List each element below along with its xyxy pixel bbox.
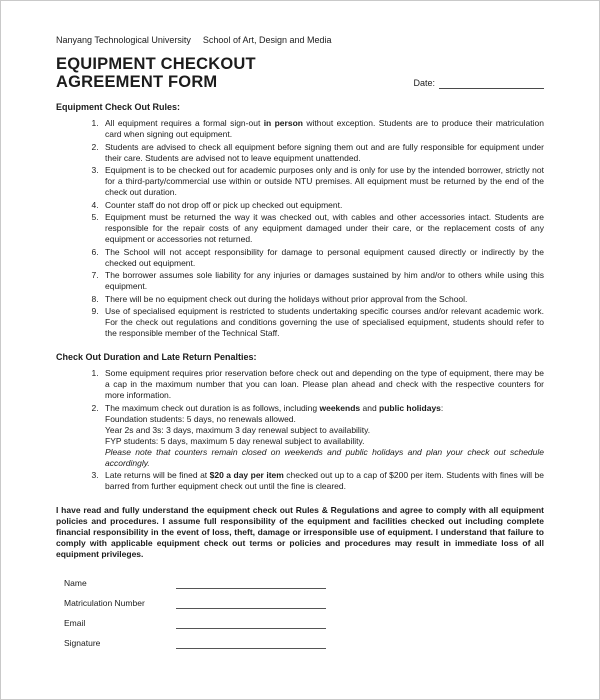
field-row-signature	[64, 638, 544, 649]
rules-heading: Equipment Check Out Rules:	[56, 102, 181, 112]
rules-list	[56, 118, 544, 339]
field-row-matriculation	[64, 598, 544, 609]
rule-item-9: 9. Use of specialised equipment is restricted to students undertaking specific courses and/or relevant academic work. For the check out regulations and conditions governing the use of specialised equipment, students should refer to the responsible member of the Technical Staff.	[101, 306, 544, 339]
rule-item-3: 3. Equipment is to be checked out for academic purposes only and is only for use by the intended borrower, strictly not for a third-party/commercial use within or outside NTU premises. All equipment must be returned by the end of the check out duration.	[101, 165, 544, 198]
rule-item-4: 4. Counter staff do not drop off or pick up checked out equipment.	[101, 200, 544, 211]
form-title	[56, 55, 256, 91]
duration-item-1: 1. Some equipment requires prior reservation before check out and depending on the type of equipment, there may be a cap in the maximum number that you can loan. Please plan ahead and check with the respective counters for more information.	[101, 368, 544, 401]
agreement-statement: I have read and fully understand the equipment check out Rules & Regulations and agree to comply with all equipment policies and procedures. I assume full responsibility of the equipment and facilities checked out including complete financial responsibility in the event of loss, theft, damage or irresponsible use of equipment. I understand that failure to comply with applicable equipment check out terms or policies and procedures may result in immediate loss of all equipment privileges.	[56, 505, 544, 559]
field-row-name	[64, 578, 544, 589]
rule-item-2: 2. Students are advised to check all equipment before signing them out and are fully responsible for equipment under their care. Students are advised not to leave equipment unattended.	[101, 142, 544, 164]
form-title-line1: EQUIPMENT CHECKOUT	[56, 55, 256, 73]
matriculation-number-input-line[interactable]	[176, 598, 326, 609]
duration-item-3: 3. Late returns will be fined at $20 a day per item checked out up to a cap of $200 per item. Students with fines will be barred from further equipment check out until the fine is cleared.	[101, 470, 544, 492]
duration-heading: Check Out Duration and Late Return Penalties:	[56, 352, 257, 362]
name-input-line[interactable]	[176, 578, 326, 589]
field-row-email	[64, 618, 544, 629]
university-name: Nanyang Technological University	[56, 35, 191, 45]
email-input-line[interactable]	[176, 618, 326, 629]
rule-item-8: 8. There will be no equipment check out during the holidays without prior approval from the School.	[101, 294, 544, 305]
email-label: Email	[64, 618, 86, 628]
date-label: Date:	[413, 78, 435, 88]
date-input-line[interactable]	[439, 79, 544, 89]
signature-input-line[interactable]	[176, 638, 326, 649]
signature-label: Signature	[64, 638, 101, 648]
rule-item-5: 5. Equipment must be returned the way it was checked out, with cables and other accessories intact. Students are responsible for the repair costs of any equipment damaged under their care, or the replacement costs of any equipment or accessories not returned.	[101, 212, 544, 245]
duration-section	[56, 352, 544, 492]
form-title-line2: AGREEMENT FORM	[56, 73, 218, 91]
school-name: School of Art, Design and Media	[202, 35, 332, 45]
duration-list	[56, 368, 544, 492]
matriculation-number-label: Matriculation Number	[64, 598, 145, 608]
document-header	[56, 35, 544, 46]
rule-item-7: 7. The borrower assumes sole liability for any injuries or damages sustained by him and/or to others while using this equipment.	[101, 270, 544, 292]
rule-item-1: 1. All equipment requires a formal sign-out in person without exception. Students are to produce their matriculation card when signing out equipment.	[101, 118, 544, 140]
title-row	[56, 55, 544, 91]
signature-fields	[56, 578, 544, 649]
name-label: Name	[64, 578, 87, 588]
rules-section	[56, 102, 544, 339]
duration-item-2: 2. The maximum check out duration is as follows, including weekends and public holidays: Foundation students: 5 days, no renewals allowed. Year 2s and 3s: 3 days, maximum 3 day renewal subject to availability. FYP students: 5 days, maximum 5 day renewal subject to availability. Please note that counters remain closed on weekends and public holidays and plan your check out schedule accordingly.	[101, 403, 544, 469]
date-field	[413, 78, 544, 91]
rule-item-6: 6. The School will not accept responsibility for damage to personal equipment caused directly or indirectly by the checked out equipment.	[101, 247, 544, 269]
